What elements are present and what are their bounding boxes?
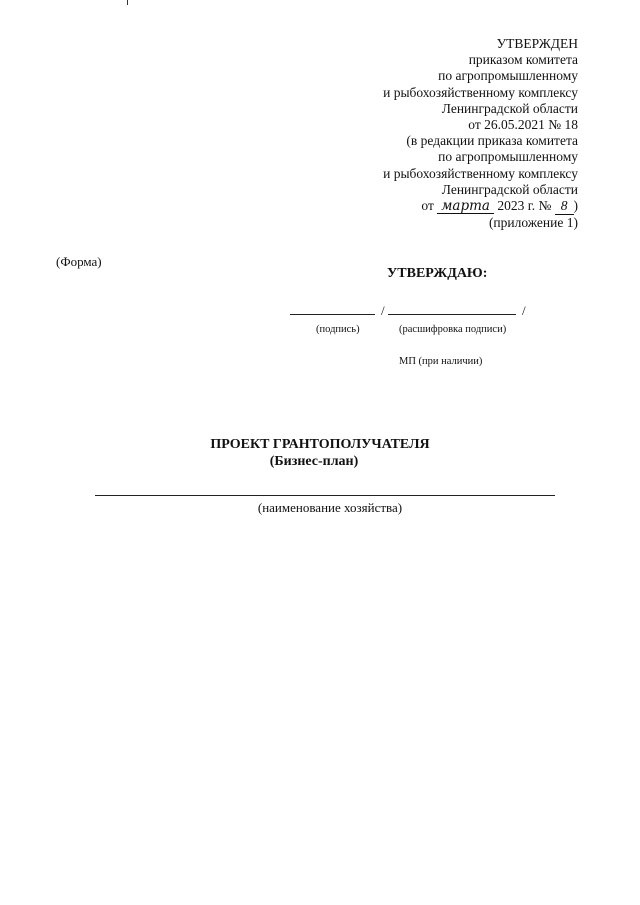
approval-line: по агропромышленному [438,149,578,165]
form-label: (Форма) [56,254,102,269]
approve-heading: УТВЕРЖДАЮ: [387,266,488,281]
scan-mark [127,0,128,5]
signature-decoding-line [388,314,516,315]
approval-line: и рыбохозяйственному комплексу [383,84,578,100]
slash-separator-end: / [522,303,526,318]
year-text: 2023 г. № [497,198,552,214]
approval-line: от 26.05.2021 № 18 [468,117,578,133]
approval-line: (в редакции приказа комитета [406,133,578,149]
slash-separator: / [381,303,385,318]
decoding-caption: (расшифровка подписи) [399,324,507,335]
approval-line: по агропромышленному [438,68,578,84]
signature-line [290,314,375,315]
handwritten-month: марта [437,199,494,214]
document-title: ПРОЕКТ ГРАНТОПОЛУЧАТЕЛЯ [210,437,430,452]
signature-caption: (подпись) [316,324,360,335]
farm-name-line [95,495,555,496]
approval-line: и рыбохозяйственному комплексу [383,165,578,181]
farm-name-caption: (наименование хозяйства) [257,500,403,515]
handwritten-number: 8 [555,198,574,215]
approval-line: приказом комитета [468,52,578,68]
closing-paren: ) [573,198,578,214]
appendix-label: (приложение 1) [488,215,578,231]
stamp-caption: МП (при наличии) [399,356,483,367]
approval-block [383,36,578,231]
approval-line: Ленинградской области [441,181,578,197]
amendment-date-line [383,198,578,215]
document-subtitle: (Бизнес-план) [269,454,359,469]
approval-line: Ленинградской области [441,100,578,116]
date-prefix: от [421,198,434,214]
approval-line: УТВЕРЖДЕН [496,36,578,51]
